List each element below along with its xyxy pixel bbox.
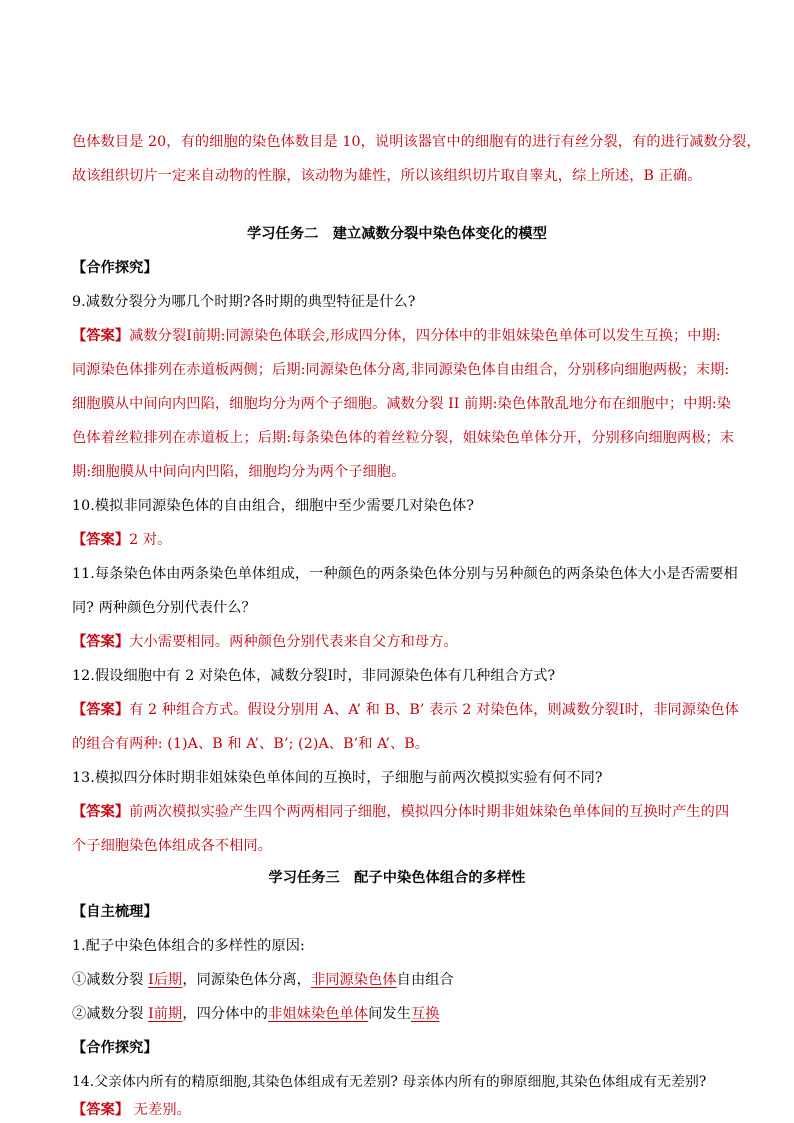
intro-line-1: 色体数目是 20，有的细胞的染色体数目是 10，说明该器官中的细胞有的进行有丝分裂，有的进行减数分裂， — [72, 134, 761, 150]
answer-tag: 【答案】 — [72, 1102, 130, 1118]
answer-tag: 【答案】 — [72, 328, 130, 344]
task2-title: 学习任务二 建立减数分裂中染色体变化的模型 — [246, 226, 548, 242]
task3-section-heading-1: 【自主梳理】 — [72, 904, 158, 920]
question-9: 9.减数分裂分为哪几个时期?各时期的典型特征是什么? — [72, 294, 416, 310]
fill-blank: Ⅰ前期 — [148, 1006, 183, 1022]
answer-9-line-2: 同源染色体排列在赤道板两侧；后期:同源染色体分离,非同源染色体自由组合，分别移向细胞两极；末期: — [72, 362, 730, 378]
answer-tag: 【答案】 — [72, 804, 130, 820]
answer-9-line-5: 期:细胞膜从中间向内凹陷，细胞均分为两个子细胞。 — [72, 464, 406, 480]
reason-1: ①减数分裂 Ⅰ后期，同源染色体分离，非同源染色体自由组合 — [72, 972, 454, 988]
fill-blank: 非同源染色体 — [310, 972, 397, 988]
answer-9-line-4: 色体着丝粒排列在赤道板上；后期:每条染色体的着丝粒分裂，姐妹染色单体分开，分别移向细胞两极；末 — [72, 430, 735, 446]
task3-title: 学习任务三 配子中染色体组合的多样性 — [268, 870, 526, 886]
answer-14: 【答案】 无差别。 — [72, 1102, 191, 1118]
answer-tag: 【答案】 — [72, 634, 130, 650]
fill-blank: Ⅰ后期 — [148, 972, 183, 988]
question-13: 13.模拟四分体时期非姐妹染色单体间的互换时，子细胞与前两次模拟实验有何不同? — [72, 770, 603, 786]
question-11-line-2: 同? 两种颜色分别代表什么？ — [72, 600, 256, 616]
question-12: 12.假设细胞中有 2 对染色体，减数分裂Ⅰ时，非同源染色体有几种组合方式? — [72, 668, 556, 684]
answer-12-line-1: 【答案】有 2 种组合方式。假设分别用 A、A’ 和 B、B’ 表示 2 对染色体，则减数分裂Ⅰ时，非同源染色体 — [72, 702, 739, 718]
fill-blank: 互换 — [410, 1006, 440, 1022]
reason-2: ②减数分裂 Ⅰ前期，四分体中的非姐妹染色单体间发生互换 — [72, 1006, 440, 1022]
question-11-line-1: 11.每条染色体由两条染色单体组成，一种颜色的两条染色体分别与另种颜色的两条染色体大小是否需要相 — [72, 566, 738, 582]
answer-11: 【答案】大小需要相同。两种颜色分别代表来自父方和母方。 — [72, 634, 458, 650]
answer-13-line-1: 【答案】前两次模拟实验产生四个两两相同子细胞，模拟四分体时期非姐妹染色单体间的互换时产生的四 — [72, 804, 730, 820]
answer-13-line-2: 个子细胞染色体组成各不相同。 — [72, 838, 273, 854]
answer-10: 【答案】2 对。 — [72, 532, 172, 548]
question-14: 14.父亲体内所有的精原细胞,其染色体组成有无差别? 母亲体内所有的卵原细胞,其染色体组成有无差别? — [72, 1074, 707, 1090]
fill-blank: 非姐妹染色单体 — [268, 1006, 369, 1022]
answer-tag: 【答案】 — [72, 702, 130, 718]
intro-line-2: 故该组织切片一定来自动物的性腺，该动物为雄性，所以该组织切片取自睾丸，综上所述，B 正确。 — [72, 168, 702, 184]
question-10: 10.模拟非同源染色体的自由组合，细胞中至少需要几对染色体? — [72, 498, 475, 514]
answer-9-line-1: 【答案】减数分裂Ⅰ前期:同源染色体联会,形成四分体，四分体中的非姐妹染色单体可以发生互换；中期: — [72, 328, 721, 344]
paragraph-1: 1.配子中染色体组合的多样性的原因: — [72, 938, 305, 954]
answer-tag: 【答案】 — [72, 532, 130, 548]
task2-section-heading: 【合作探究】 — [72, 260, 158, 276]
task3-section-heading-2: 【合作探究】 — [72, 1040, 158, 1056]
answer-12-line-2: 的组合有两种: (1)A、B 和 A’、B’; (2)A、B’和 A’、B。 — [72, 736, 430, 752]
answer-9-line-3: 细胞膜从中间向内凹陷，细胞均分为两个子细胞。减数分裂 II 前期:染色体散乱地分布在细胞中；中期:染 — [72, 396, 732, 412]
